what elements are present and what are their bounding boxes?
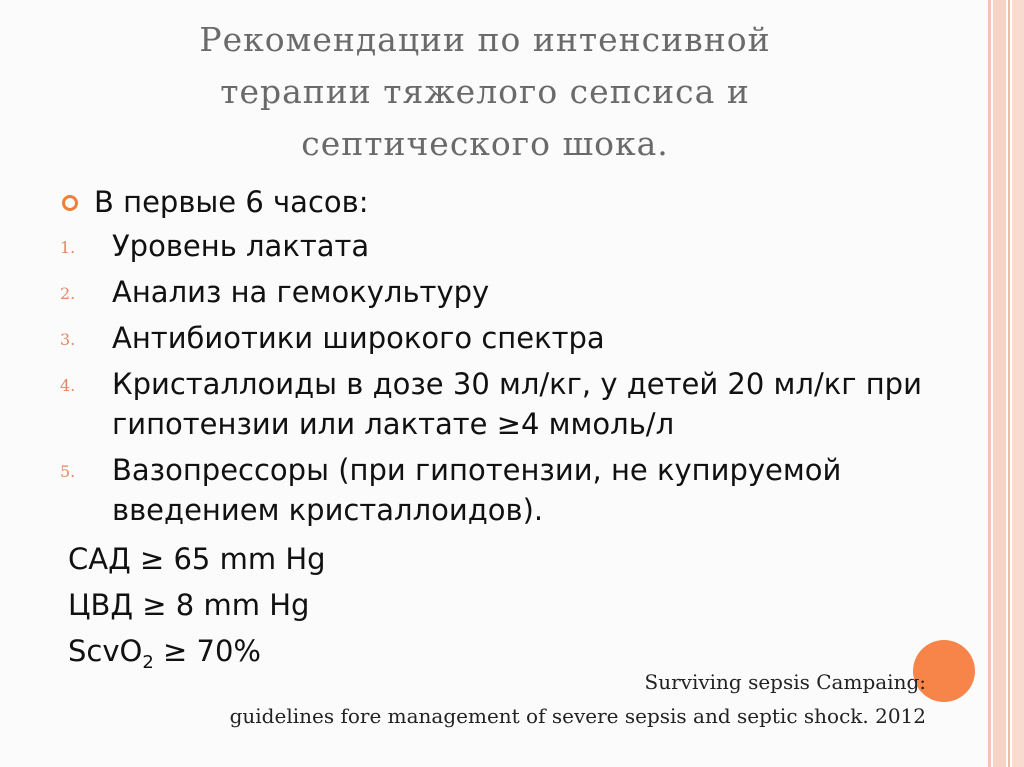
list-item — [60, 450, 960, 530]
item-text: Антибиотики широкого спектра — [112, 321, 605, 355]
item-number: 3. — [60, 330, 76, 349]
item-text: Уровень лактата — [112, 229, 370, 263]
stripe — [1012, 0, 1024, 767]
reference-line-1: Surviving sepsis Campaing: — [644, 670, 926, 694]
param-sad: САД ≥ 65 mm Hg — [68, 542, 326, 576]
stripe — [1008, 0, 1010, 767]
list-item — [60, 226, 960, 266]
lead-bullet — [60, 180, 960, 224]
scvo2-prefix: ScvO — [68, 634, 143, 668]
stripe — [988, 0, 991, 767]
item-number: 2. — [60, 284, 76, 303]
list-item — [60, 272, 960, 312]
numbered-list — [60, 226, 960, 530]
title-line-2: терапии тяжелого сепсиса и — [220, 72, 750, 111]
slide-title — [90, 14, 880, 170]
item-number: 4. — [60, 376, 76, 395]
list-item — [60, 318, 960, 358]
slide-content — [60, 180, 960, 686]
stripe — [993, 0, 1006, 767]
item-number: 1. — [60, 238, 76, 257]
item-text: Вазопрессоры (при гипотензии, не купируемой введением кристаллоидов). — [112, 453, 842, 527]
item-text: Кристаллоиды в дозе 30 мл/кг, у детей 20 мл/кг при гипотензии или лактате ≥4 ммоль/л — [112, 367, 922, 441]
item-text: Анализ на гемокультуру — [112, 275, 490, 309]
title-line-3: септического шока. — [301, 124, 669, 163]
list-item — [60, 364, 960, 444]
scvo2-subscript: 2 — [142, 651, 154, 673]
title-line-1: Рекомендации по интенсивной — [199, 20, 771, 59]
lead-text: В первые 6 часов: — [94, 185, 369, 219]
decorative-side-stripes — [988, 0, 1024, 767]
param-cvd: ЦВД ≥ 8 mm Hg — [68, 588, 310, 622]
reference-line-2: guidelines fore management of severe sepsis and septic shock. 2012 — [229, 704, 926, 728]
item-number: 5. — [60, 462, 76, 481]
scvo2-suffix: ≥ 70% — [153, 634, 261, 668]
circle-bullet-icon — [62, 195, 78, 211]
target-parameters — [60, 536, 960, 686]
